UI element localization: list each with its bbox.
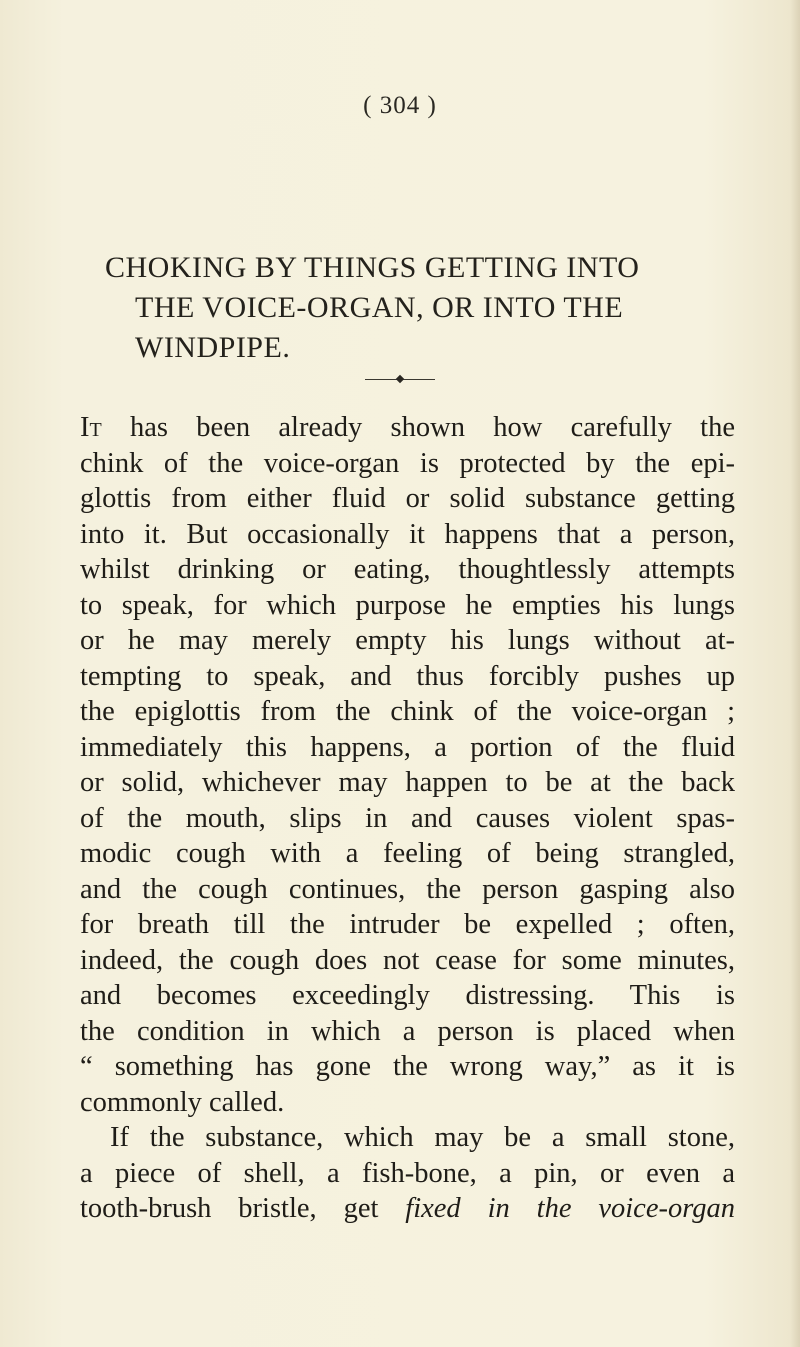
text-line: a piece of shell, a fish-bone, a pin, or even a <box>80 1157 735 1189</box>
text-line: glottis from either fluid or solid substance getting <box>80 483 735 514</box>
text-line: the epiglottis from the chink of the voice-organ ; <box>80 696 735 727</box>
text-line: immediately this happens, a portion of the fluid <box>80 731 735 763</box>
section-divider <box>365 375 435 385</box>
text-line: and becomes exceedingly distressing. This is <box>80 980 735 1011</box>
text-line: tempting to speak, and thus forcibly pushes up <box>80 660 735 692</box>
text-line: or solid, whichever may happen to be at the back <box>80 767 735 798</box>
text-line: or he may merely empty his lungs without at- <box>80 625 735 656</box>
text-line: to speak, for which purpose he empties his lungs <box>80 589 735 621</box>
heading-line-1: CHOKING BY THINGS GETTING INTO <box>105 251 640 284</box>
text-line: If the substance, which may be a small stone, <box>110 1122 735 1153</box>
heading-line-2: THE VOICE-ORGAN, OR INTO THE <box>135 291 624 324</box>
text-line: modic cough with a feeling of being strangled, <box>80 838 735 869</box>
text-line: commonly called. <box>80 1086 285 1118</box>
body-text <box>80 410 735 1227</box>
chapter-heading <box>105 248 755 368</box>
text-line: It has been already shown how carefully the <box>80 412 735 443</box>
heading-line-3: WINDPIPE. <box>135 331 291 364</box>
text-line: indeed, the cough does not cease for some minutes, <box>80 944 735 976</box>
diamond-ornament-icon <box>396 375 404 383</box>
text-line: for breath till the intruder be expelled ; often, <box>80 909 735 940</box>
text-line: the condition in which a person is placed when <box>80 1015 735 1047</box>
text-line: into it. But occasionally it happens that a person, <box>80 518 735 550</box>
text-line: of the mouth, slips in and causes violent spas- <box>80 802 735 834</box>
text-line: “ something has gone the wrong way,” as it is <box>80 1051 735 1082</box>
italic-phrase: fixed in the voice-organ <box>405 1193 736 1224</box>
text-line: and the cough continues, the person gasping also <box>80 873 735 905</box>
page-edge <box>790 0 800 1347</box>
opening-word: It <box>80 412 102 443</box>
text-line: tooth-brush bristle, get fixed in the voice-organ <box>80 1193 736 1224</box>
text-line: whilst drinking or eating, thoughtlessly attempts <box>80 554 735 585</box>
text-line: chink of the voice-organ is protected by the epi- <box>80 447 735 479</box>
page-number: ( 304 ) <box>363 92 437 119</box>
